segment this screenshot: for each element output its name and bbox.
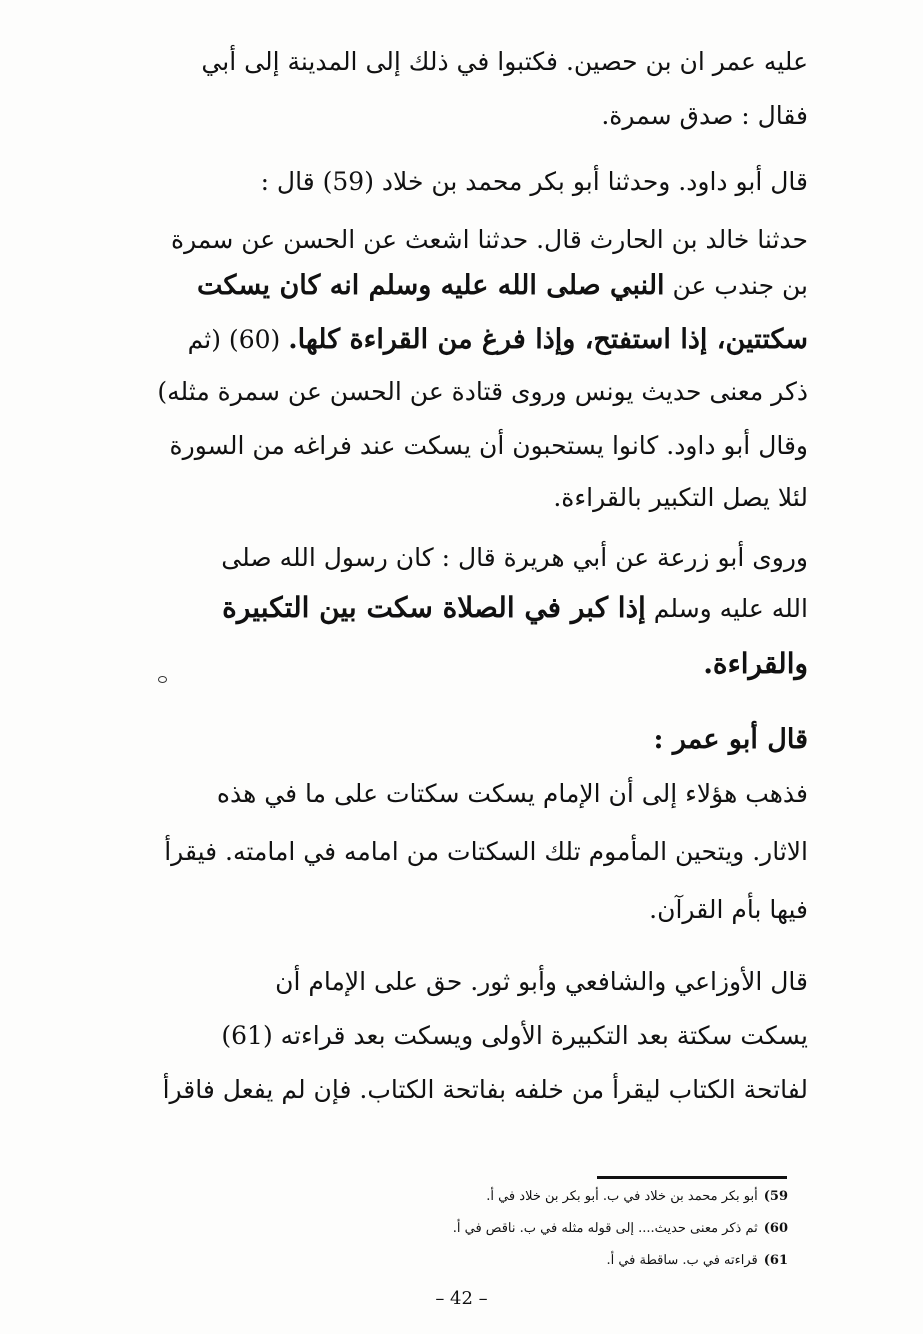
body-line: قال الأوزاعي والشافعي وأبو ثور. حق على الإمام أن [275,967,808,996]
body-line: وقال أبو داود. كانوا يستحبون أن يسكت عند فراغه من السورة [169,431,808,460]
body-line: فذهب هؤلاء إلى أن الإمام يسكت سكتات على ما في هذه [216,779,808,808]
body-line: قال أبو داود. وحدثنا أبو بكر محمد بن خلاد (59) قال : [260,167,808,196]
footnote [453,1220,788,1238]
footnote-text: قراءته في ب. ساقطة في أ. [606,1253,758,1268]
body-line: لفاتحة الكتاب ليقرأ من خلفه بفاتحة الكتاب. فإن لم يفعل فاقرأ [162,1075,808,1104]
body-line: حدثنا خالد بن الحارث قال. حدثنا اشعث عن الحسن عن سمرة [171,225,808,254]
footnote-number: 61) [763,1253,788,1268]
footnote-number: 59) [763,1189,788,1204]
body-line: يسكت سكتة بعد التكبيرة الأولى ويسكت بعد قراءته (61) [221,1021,808,1050]
body-line: ذكر معنى حديث يونس وروى قتادة عن الحسن عن سمرة مثله) [157,377,808,406]
body-text: الله عليه وسلم [645,594,808,623]
body-line [222,590,808,630]
footnote-text: أبو بكر محمد بن خلاد في ب. أبو بكر بن خلاد في أ. [486,1189,758,1204]
print-speck [158,676,167,683]
body-line: فيها بأم القرآن. [649,895,808,924]
body-line [197,268,808,308]
hadith-emphasis: والقراءة. [703,647,808,680]
hadith-emphasis: النبي صلى الله عليه وسلم انه كان يسكت [197,270,665,301]
section-heading: قال أبو عمر : [653,724,808,755]
footnote [486,1188,788,1206]
body-line: وروى أبو زرعة عن أبي هريرة قال : كان رسول الله صلى [221,543,808,572]
body-line: لئلا يصل التكبير بالقراءة. [553,483,808,512]
body-line: فقال : صدق سمرة. [601,101,808,130]
footnote-divider [597,1176,787,1179]
hadith-emphasis: سكتتين، إذا استفتح، وإذا فرغ من القراءة كلها. [288,324,808,355]
body-line: الاثار. ويتحين المأموم تلك السكتات من امامه في امامته. فيقرأ [164,837,808,866]
body-line: عليه عمر ان بن حصين. فكتبوا في ذلك إلى المدينة إلى أبي [201,47,808,76]
body-text: بن جندب عن [664,271,808,300]
body-line [188,322,808,362]
hadith-emphasis: إذا كبر في الصلاة سكت بين التكبيرة [222,591,646,624]
footnote [606,1252,788,1270]
page-number: – 42 – [435,1288,488,1309]
body-text: (60) (ثم [187,325,289,354]
footnote-text: ثم ذكر معنى حديث.... إلى قوله مثله في ب. ناقص في أ. [452,1221,758,1236]
footnote-number: 60) [763,1221,788,1236]
